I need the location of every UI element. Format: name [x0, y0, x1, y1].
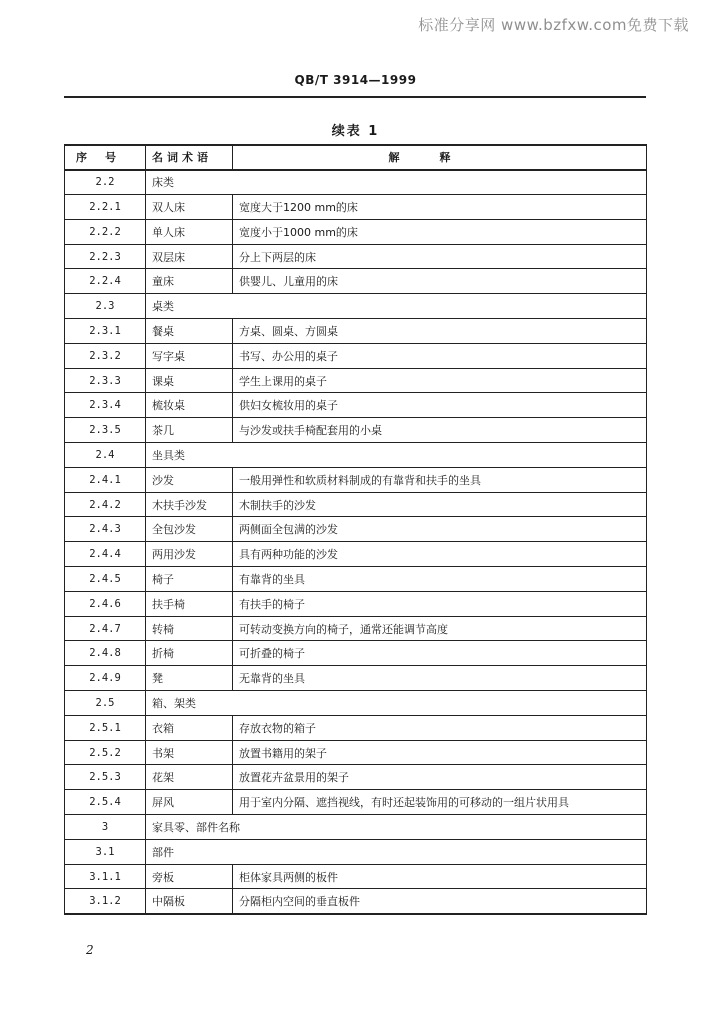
category-term: 箱、架类 — [146, 691, 647, 716]
term-definition: 宽度大于1200 mm的床 — [233, 195, 647, 220]
table-row — [65, 864, 647, 889]
table-row — [65, 319, 647, 344]
table-row — [65, 467, 647, 492]
column-header-definition: 解释 — [233, 145, 647, 170]
term-name: 凳 — [146, 666, 233, 691]
term-definition: 有扶手的椅子 — [233, 591, 647, 616]
table-row — [65, 740, 647, 765]
term-name: 书架 — [146, 740, 233, 765]
table-row — [65, 294, 647, 319]
row-number: 2.5 — [65, 691, 146, 716]
row-number: 2.3 — [65, 294, 146, 319]
column-header-number: 序号 — [65, 145, 146, 170]
term-definition: 可折叠的椅子 — [233, 641, 647, 666]
term-definition: 两侧面全包满的沙发 — [233, 517, 647, 542]
category-term: 部件 — [146, 839, 647, 864]
term-definition: 分隔柜内空间的垂直板件 — [233, 889, 647, 914]
row-number: 2.4 — [65, 443, 146, 468]
row-number: 2.2.3 — [65, 244, 146, 269]
term-definition: 供婴儿、儿童用的床 — [233, 269, 647, 294]
term-name: 折椅 — [146, 641, 233, 666]
row-number: 2.4.9 — [65, 666, 146, 691]
row-number: 2.5.1 — [65, 715, 146, 740]
row-number: 2.4.7 — [65, 616, 146, 641]
term-name: 衣箱 — [146, 715, 233, 740]
row-number: 2.5.2 — [65, 740, 146, 765]
term-definition: 木制扶手的沙发 — [233, 492, 647, 517]
table-row — [65, 591, 647, 616]
table-row — [65, 343, 647, 368]
row-number: 2.4.8 — [65, 641, 146, 666]
term-name: 茶几 — [146, 418, 233, 443]
row-number: 2.3.4 — [65, 393, 146, 418]
category-term: 家具零、部件名称 — [146, 815, 647, 840]
table-row — [65, 691, 647, 716]
table-row — [65, 368, 647, 393]
term-name: 椅子 — [146, 567, 233, 592]
row-number: 2.3.1 — [65, 319, 146, 344]
term-definition: 无靠背的坐具 — [233, 666, 647, 691]
row-number: 2.4.4 — [65, 542, 146, 567]
row-number: 2.2.2 — [65, 219, 146, 244]
term-definition: 分上下两层的床 — [233, 244, 647, 269]
term-definition: 放置书籍用的架子 — [233, 740, 647, 765]
row-number: 2.3.5 — [65, 418, 146, 443]
category-term: 桌类 — [146, 294, 647, 319]
term-name: 双人床 — [146, 195, 233, 220]
table-row — [65, 195, 647, 220]
table-row — [65, 542, 647, 567]
table-header-row — [65, 145, 647, 170]
term-definition: 用于室内分隔、遮挡视线，有时还起装饰用的可移动的一组片状用具 — [233, 790, 647, 815]
table-row — [65, 889, 647, 914]
row-number: 2.2.1 — [65, 195, 146, 220]
table-row — [65, 492, 647, 517]
term-definition: 一般用弹性和软质材料制成的有靠背和扶手的坐具 — [233, 467, 647, 492]
watermark-text: 标准分享网 www.bzfxw.com免费下载 — [418, 16, 689, 34]
category-term: 坐具类 — [146, 443, 647, 468]
terms-table-body — [65, 170, 647, 914]
header-rule — [64, 96, 646, 98]
row-number: 2.3.2 — [65, 343, 146, 368]
row-number: 3.1.2 — [65, 889, 146, 914]
table-row — [65, 517, 647, 542]
table-row — [65, 219, 647, 244]
row-number: 2.4.5 — [65, 567, 146, 592]
term-definition: 宽度小于1000 mm的床 — [233, 219, 647, 244]
row-number: 2.4.3 — [65, 517, 146, 542]
term-name: 转椅 — [146, 616, 233, 641]
term-name: 餐桌 — [146, 319, 233, 344]
term-name: 双层床 — [146, 244, 233, 269]
term-name: 扶手椅 — [146, 591, 233, 616]
standard-code-header: QB/T 3914—1999 — [294, 73, 417, 87]
table-row — [65, 666, 647, 691]
table-row — [65, 815, 647, 840]
table-row — [65, 418, 647, 443]
table-row — [65, 616, 647, 641]
term-definition: 有靠背的坐具 — [233, 567, 647, 592]
table-row — [65, 790, 647, 815]
row-number: 3.1.1 — [65, 864, 146, 889]
term-definition: 书写、办公用的桌子 — [233, 343, 647, 368]
term-name: 梳妆桌 — [146, 393, 233, 418]
row-number: 2.3.3 — [65, 368, 146, 393]
table-row — [65, 269, 647, 294]
term-definition: 供妇女梳妆用的桌子 — [233, 393, 647, 418]
category-term: 床类 — [146, 170, 647, 195]
term-definition: 具有两种功能的沙发 — [233, 542, 647, 567]
term-definition: 可转动变换方向的椅子，通常还能调节高度 — [233, 616, 647, 641]
term-name: 屏风 — [146, 790, 233, 815]
table-row — [65, 170, 647, 195]
term-definition: 存放衣物的箱子 — [233, 715, 647, 740]
row-number: 2.4.1 — [65, 467, 146, 492]
term-definition: 柜体家具两侧的板件 — [233, 864, 647, 889]
column-header-term: 名词术语 — [146, 145, 233, 170]
term-definition: 与沙发或扶手椅配套用的小桌 — [233, 418, 647, 443]
table-row — [65, 715, 647, 740]
table-row — [65, 839, 647, 864]
table-row — [65, 641, 647, 666]
term-name: 木扶手沙发 — [146, 492, 233, 517]
term-name: 全包沙发 — [146, 517, 233, 542]
table-row — [65, 393, 647, 418]
page-number: 2 — [86, 943, 94, 957]
term-name: 两用沙发 — [146, 542, 233, 567]
term-definition: 学生上课用的桌子 — [233, 368, 647, 393]
row-number: 3.1 — [65, 839, 146, 864]
table-row — [65, 765, 647, 790]
row-number: 2.5.4 — [65, 790, 146, 815]
row-number: 2.2 — [65, 170, 146, 195]
term-name: 课桌 — [146, 368, 233, 393]
table-caption: 续表 1 — [331, 124, 380, 139]
table-row — [65, 244, 647, 269]
term-name: 沙发 — [146, 467, 233, 492]
term-name: 写字桌 — [146, 343, 233, 368]
term-name: 单人床 — [146, 219, 233, 244]
term-name: 花架 — [146, 765, 233, 790]
term-name: 童床 — [146, 269, 233, 294]
row-number: 2.4.2 — [65, 492, 146, 517]
term-name: 旁板 — [146, 864, 233, 889]
table-row — [65, 443, 647, 468]
row-number: 3 — [65, 815, 146, 840]
term-name: 中隔板 — [146, 889, 233, 914]
terms-table — [64, 144, 647, 915]
term-definition: 方桌、圆桌、方圆桌 — [233, 319, 647, 344]
term-definition: 放置花卉盆景用的架子 — [233, 765, 647, 790]
row-number: 2.2.4 — [65, 269, 146, 294]
row-number: 2.4.6 — [65, 591, 146, 616]
row-number: 2.5.3 — [65, 765, 146, 790]
table-row — [65, 567, 647, 592]
